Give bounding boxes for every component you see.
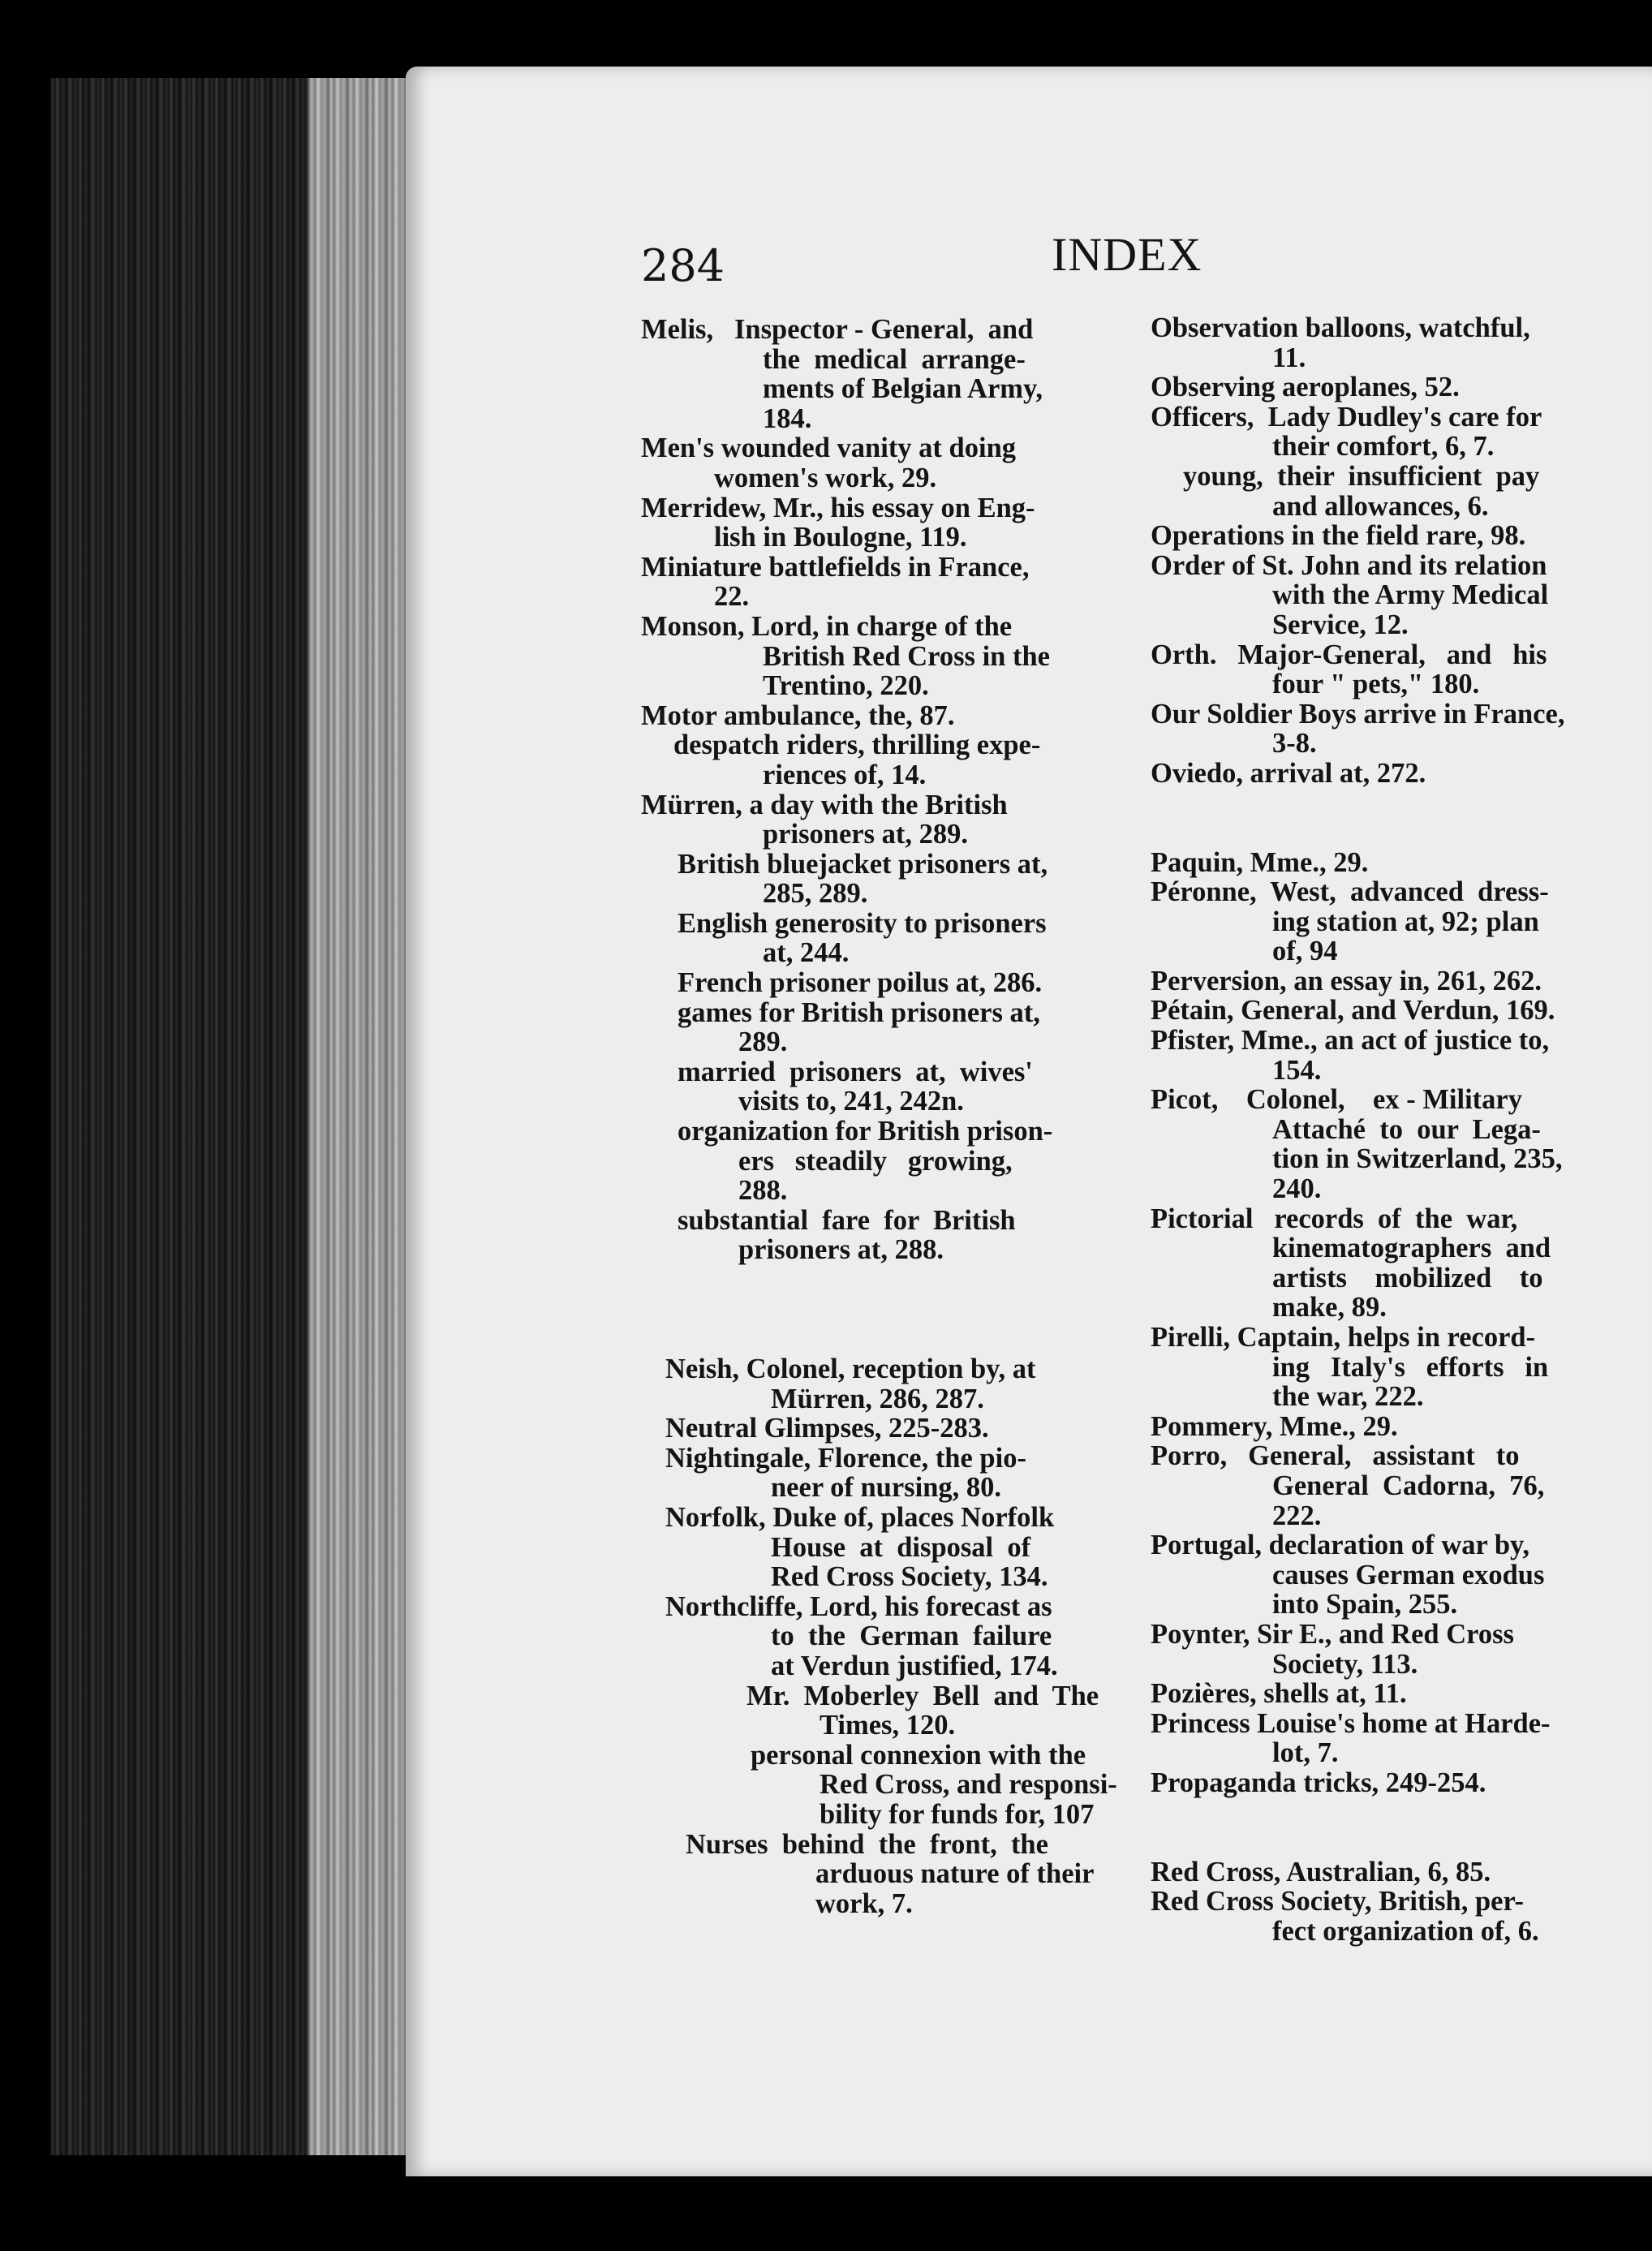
- index-entry-line: 11.: [1272, 342, 1306, 373]
- index-entry-line: ing station at, 92; plan: [1272, 906, 1539, 937]
- index-entry-line: 3-8.: [1272, 728, 1317, 760]
- index-entry-line: Pommery, Mme., 29.: [1151, 1410, 1398, 1442]
- index-entry-line: visits to, 241, 242n.: [738, 1086, 964, 1117]
- index-entry-line: Merridew, Mr., his essay on Eng-: [641, 492, 1035, 523]
- index-entry-line: Order of St. John and its relation: [1151, 549, 1547, 581]
- index-entry-line: Red Cross Society, British, per-: [1151, 1886, 1524, 1917]
- index-section-gap: [1151, 1798, 1652, 1857]
- index-entry-line: General Cadorna, 76,: [1272, 1470, 1545, 1501]
- index-entry-line: Men's wounded vanity at doing: [641, 433, 1017, 464]
- index-section-gap: [1151, 789, 1652, 848]
- index-entry-line: into Spain, 255.: [1272, 1589, 1458, 1620]
- index-entry-line: Oviedo, arrival at, 272.: [1151, 757, 1426, 789]
- page-number: 284: [641, 240, 725, 291]
- index-entry-line: kinematographers and: [1272, 1233, 1551, 1264]
- index-column-right: [1151, 313, 1652, 1946]
- index-entry-line: Neish, Colonel, reception by, at: [665, 1354, 1036, 1384]
- index-entry-line: young, their insufficient pay: [1183, 460, 1540, 492]
- index-entry-line: artists mobilized to: [1272, 1262, 1543, 1293]
- index-entry-line: riences of, 14.: [763, 759, 927, 790]
- index-entry-line: Red Cross, Australian, 6, 85.: [1151, 1856, 1491, 1887]
- index-entry-line: personal connexion with the: [751, 1739, 1086, 1771]
- index-entry-line: Northcliffe, Lord, his forecast as: [665, 1590, 1052, 1622]
- index-entry-line: organization for British prison-: [678, 1116, 1053, 1147]
- index-entry-line: games for British prisoners at,: [678, 996, 1040, 1028]
- index-entry-line: Miniature battlefields in France,: [641, 551, 1030, 583]
- index-entry-line: work, 7.: [815, 1887, 913, 1919]
- index-entry-line: Operations in the field rare, 98.: [1151, 520, 1526, 552]
- index-entry-line: 240.: [1272, 1173, 1322, 1205]
- index-entry-line: prisoners at, 289.: [763, 819, 968, 850]
- index-entry-line: women's work, 29.: [714, 462, 937, 493]
- index-entry-line: four " pets," 180.: [1272, 669, 1480, 700]
- index-entry-line: Pfister, Mme., an act of justice to,: [1151, 1025, 1550, 1057]
- index-entry-line: the war, 222.: [1272, 1381, 1424, 1413]
- index-entry-line: Pozières, shells at, 11.: [1151, 1678, 1407, 1710]
- index-entry-line: Nurses behind the front, the: [686, 1828, 1048, 1860]
- index-entry-line: 222.: [1272, 1500, 1322, 1531]
- index-entry-line: make, 89.: [1272, 1292, 1387, 1323]
- index-entry-line: of, 94: [1272, 936, 1338, 967]
- index-entry-line: 288.: [738, 1175, 788, 1207]
- index-entry-line: prisoners at, 288.: [738, 1234, 944, 1266]
- index-entry-line: English generosity to prisoners: [678, 907, 1047, 939]
- index-entry-line: 285, 289.: [763, 878, 868, 910]
- index-entry-line: causes German exodus: [1272, 1559, 1545, 1590]
- index-entry-line: at Verdun justified, 174.: [771, 1650, 1058, 1681]
- index-entry-line: Poynter, Sir E., and Red Cross: [1151, 1618, 1514, 1650]
- index-entry-line: Society, 113.: [1272, 1648, 1418, 1680]
- index-entry-line: ing Italy's efforts in: [1272, 1351, 1549, 1383]
- index-entry-line: to the German failure: [771, 1620, 1052, 1652]
- index-entry-line: Trentino, 220.: [763, 670, 929, 702]
- index-entry-line: Melis, Inspector - General, and: [641, 314, 1034, 345]
- index-entry-line: lish in Boulogne, 119.: [714, 522, 967, 553]
- index-entry-line: Service, 12.: [1272, 609, 1409, 640]
- index-entry-line: tion in Switzerland, 235,: [1272, 1143, 1563, 1175]
- index-entry-line: and allowances, 6.: [1272, 490, 1489, 522]
- index-entry-line: 184.: [763, 402, 812, 434]
- index-entry-line: the medical arrange-: [763, 343, 1026, 375]
- index-entry-line: arduous nature of their: [815, 1858, 1095, 1890]
- index-entry-line: Nightingale, Florence, the pio-: [665, 1442, 1026, 1474]
- index-entry-line: Mürren, 286, 287.: [771, 1383, 984, 1414]
- index-entry-line: Péronne, West, advanced dress-: [1151, 876, 1549, 908]
- index-entry-line: ments of Belgian Army,: [763, 373, 1043, 405]
- index-entry-line: Neutral Glimpses, 225-283.: [665, 1413, 989, 1444]
- index-entry-line: substantial fare for British: [678, 1204, 1016, 1236]
- index-entry-line: at, 244.: [763, 937, 850, 969]
- index-entry-line: with the Army Medical: [1272, 579, 1549, 611]
- index-entry-line: Perversion, an essay in, 261, 262.: [1151, 965, 1542, 996]
- index-entry-line: Picot, Colonel, ex - Military: [1151, 1084, 1522, 1116]
- index-entry-line: Times, 120.: [820, 1710, 956, 1741]
- index-column-left: [641, 315, 1120, 1918]
- index-entry-line: Attaché to our Lega-: [1272, 1113, 1541, 1145]
- index-entry-line: British Red Cross in the: [763, 640, 1050, 672]
- index-entry-line: their comfort, 6, 7.: [1272, 431, 1495, 463]
- index-entry-line: Pirelli, Captain, helps in record-: [1151, 1322, 1536, 1353]
- index-entry-line: Pétain, General, and Verdun, 169.: [1151, 995, 1555, 1027]
- index-entry-line: Orth. Major-General, and his: [1151, 639, 1547, 670]
- index-entry-line: Red Cross Society, 134.: [771, 1561, 1048, 1593]
- index-entry-line: Red Cross, and responsi-: [820, 1769, 1117, 1801]
- index-entry-line: lot, 7.: [1272, 1737, 1339, 1769]
- index-entry-line: Mürren, a day with the British: [641, 789, 1008, 820]
- index-entry-line: Our Soldier Boys arrive in France,: [1151, 698, 1565, 730]
- index-entry-line: Motor ambulance, the, 87.: [641, 699, 955, 731]
- index-entry-line: fect organization of, 6.: [1272, 1915, 1539, 1947]
- index-entry-line: bility for funds for, 107: [820, 1798, 1095, 1830]
- index-entry-line: 289.: [738, 1027, 788, 1058]
- index-entry-line: Observing aeroplanes, 52.: [1151, 372, 1460, 403]
- index-entry-line: British bluejacket prisoners at,: [678, 848, 1048, 880]
- index-entry-line: House at disposal of: [771, 1531, 1031, 1563]
- index-entry-line: Officers, Lady Dudley's care for: [1151, 401, 1542, 433]
- index-entry-line: neer of nursing, 80.: [771, 1472, 1002, 1504]
- index-entry-line: 154.: [1272, 1054, 1322, 1086]
- index-entry-line: Porro, General, assistant to: [1151, 1440, 1520, 1472]
- index-entry-line: ers steadily growing,: [738, 1145, 1013, 1177]
- index-entry-line: Pictorial records of the war,: [1151, 1203, 1518, 1234]
- index-entry-line: 22.: [714, 581, 750, 613]
- index-entry-line: Monson, Lord, in charge of the: [641, 610, 1013, 642]
- page-title: INDEX: [1052, 228, 1202, 281]
- index-entry-line: Paquin, Mme., 29.: [1151, 846, 1369, 878]
- index-entry-line: despatch riders, thrilling expe-: [673, 730, 1041, 761]
- index-entry-line: Observation balloons, watchful,: [1151, 312, 1530, 343]
- index-entry-line: French prisoner poilus at, 286.: [678, 967, 1043, 999]
- index-entry-line: married prisoners at, wives': [678, 1056, 1033, 1087]
- index-section-gap: [641, 1265, 1120, 1354]
- index-entry-line: Norfolk, Duke of, places Norfolk: [665, 1501, 1055, 1533]
- index-entry-line: Propaganda tricks, 249-254.: [1151, 1767, 1486, 1798]
- index-entry-line: Mr. Moberley Bell and The: [746, 1680, 1099, 1711]
- index-entry-line: Portugal, declaration of war by,: [1151, 1530, 1529, 1561]
- index-entry-line: Princess Louise's home at Harde-: [1151, 1707, 1551, 1739]
